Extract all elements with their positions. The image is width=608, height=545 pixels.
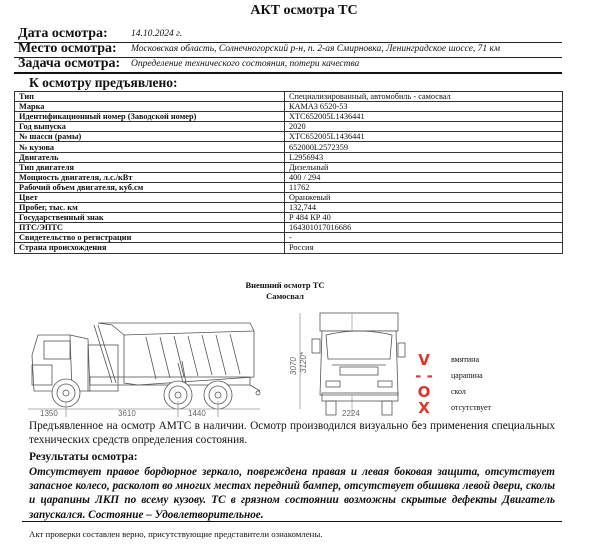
dump-body-front: [320, 313, 398, 331]
results-divider: [22, 521, 562, 522]
cab-front: [320, 331, 398, 395]
dimension-label: 2224: [342, 409, 360, 418]
missing-icon: X: [418, 399, 430, 417]
spec-key: Марка: [15, 102, 285, 112]
results-text: Отсутствует правое бордюрное зеркало, повреждена правая и левая боковая защита, отсутствует запасное колесо, расколот во многих местах передний бампер, отсутствует обшивка левой двери, сколы и царапины ЛКП по всему кузову. ТС в грязном состоянии возможны скрытые дефекты Двигатель запускался. Состояние – Удовлетворительное.: [29, 466, 555, 521]
legend-label: царапина: [451, 371, 483, 380]
spec-value: Россия: [285, 243, 563, 253]
date-value: 14.10.2024 г.: [131, 29, 183, 39]
place-value: Московская область, Солнечногорский р-н, п. 2-ая Смирновка, Ленинградское шоссе, 71 км: [131, 44, 501, 54]
spec-key: ПТС/ЭПТС: [15, 223, 285, 233]
spec-key: Цвет: [15, 192, 285, 202]
date-label: Дата осмотра:: [18, 26, 108, 41]
spec-key: Пробег, тыс. км: [15, 203, 285, 213]
spec-key: Идентификационный номер (Заводской номер): [15, 112, 285, 122]
spec-value: Оранжевый: [285, 192, 563, 202]
spec-key: Тип: [15, 92, 285, 102]
spec-row: [15, 92, 563, 102]
results-title: Результаты осмотра:: [29, 451, 138, 463]
spec-row: [15, 233, 563, 243]
spec-row: [15, 192, 563, 202]
spec-row: [15, 142, 563, 152]
spec-row: [15, 122, 563, 132]
spec-row: [15, 182, 563, 192]
spec-value: 2020: [285, 122, 563, 132]
spec-key: Двигатель: [15, 152, 285, 162]
spec-row: [15, 152, 563, 162]
task-label: Задача осмотра:: [18, 56, 121, 71]
truck-front-view-diagram: [289, 305, 410, 418]
spec-value: 164301017016686: [285, 223, 563, 233]
spec-value: Специализированный, автомобиль - самосвал: [285, 92, 563, 102]
truck-side-view-diagram: [28, 305, 260, 417]
spec-value: Дизельный: [285, 162, 563, 172]
header-row-task: [14, 57, 562, 74]
spec-key: Государственный знак: [15, 213, 285, 223]
spec-row: [15, 203, 563, 213]
spec-row: [15, 223, 563, 233]
visual-inspection-title: Внешний осмотр ТС: [245, 280, 325, 290]
task-value: Определение технического состояния, потери качества: [131, 59, 360, 69]
spec-value: 400 / 294: [285, 172, 563, 182]
dimension-label: 1440: [188, 409, 206, 418]
presentation-paragraph: Предъявленное на осмотр АМТС в наличии. Осмотр производился визуально без применения специальных технических средств определения состояния.: [29, 420, 555, 446]
chip-icon: O: [417, 383, 431, 401]
spec-key: Год выпуска: [15, 122, 285, 132]
spec-key: Рабочий объем двигателя, куб.см: [15, 182, 285, 192]
specs-table: [14, 91, 563, 254]
footer-note: Акт проверки составлен верно, присутствующие представители ознакомлены.: [29, 529, 323, 539]
spec-key: № кузова: [15, 142, 285, 152]
spec-value: XTC652005L1436441: [285, 132, 563, 142]
spec-key: Страна происхождения: [15, 243, 285, 253]
legend-label: вмятина: [451, 355, 479, 364]
legend-label: отсутствует: [451, 403, 492, 412]
visual-inspection-subtitle: Самосвал: [266, 291, 304, 301]
spec-row: [15, 213, 563, 223]
spec-row: [15, 172, 563, 182]
spec-value: 132,744: [285, 203, 563, 213]
document-title: АКТ осмотра ТС: [250, 3, 358, 18]
spec-key: Свидетельство о регистрации: [15, 233, 285, 243]
dimension-label: 3070: [289, 357, 298, 375]
dent-icon: V: [418, 351, 430, 369]
spec-key: Мощность двигателя, л.с./кВт: [15, 172, 285, 182]
spec-row: [15, 162, 563, 172]
dimension-label: 3610: [118, 409, 136, 418]
spec-row: [15, 112, 563, 122]
place-label: Место осмотра:: [18, 41, 117, 56]
spec-value: L2956943: [285, 152, 563, 162]
dimension-label: 1350: [40, 409, 58, 418]
dimension-label: 3120*: [299, 352, 308, 373]
spec-value: 652000L2572359: [285, 142, 563, 152]
spec-row: [15, 102, 563, 112]
spec-value: Р 484 КР 40: [285, 213, 563, 223]
spec-value: КАМАЗ 6520-53: [285, 102, 563, 112]
spec-value: 11762: [285, 182, 563, 192]
section-title: К осмотру предъявлено:: [29, 75, 178, 90]
spec-row: [15, 243, 563, 253]
legend-label: скол: [451, 387, 466, 396]
dump-body: [98, 323, 254, 385]
spec-key: Тип двигателя: [15, 162, 285, 172]
spec-value: -: [285, 233, 563, 243]
spec-value: XTC652005L1436441: [285, 112, 563, 122]
scratch-icon: - -: [415, 367, 433, 385]
spec-row: [15, 132, 563, 142]
visual-inspection-heading: [0, 280, 570, 302]
spec-key: № шасси (рамы): [15, 132, 285, 142]
